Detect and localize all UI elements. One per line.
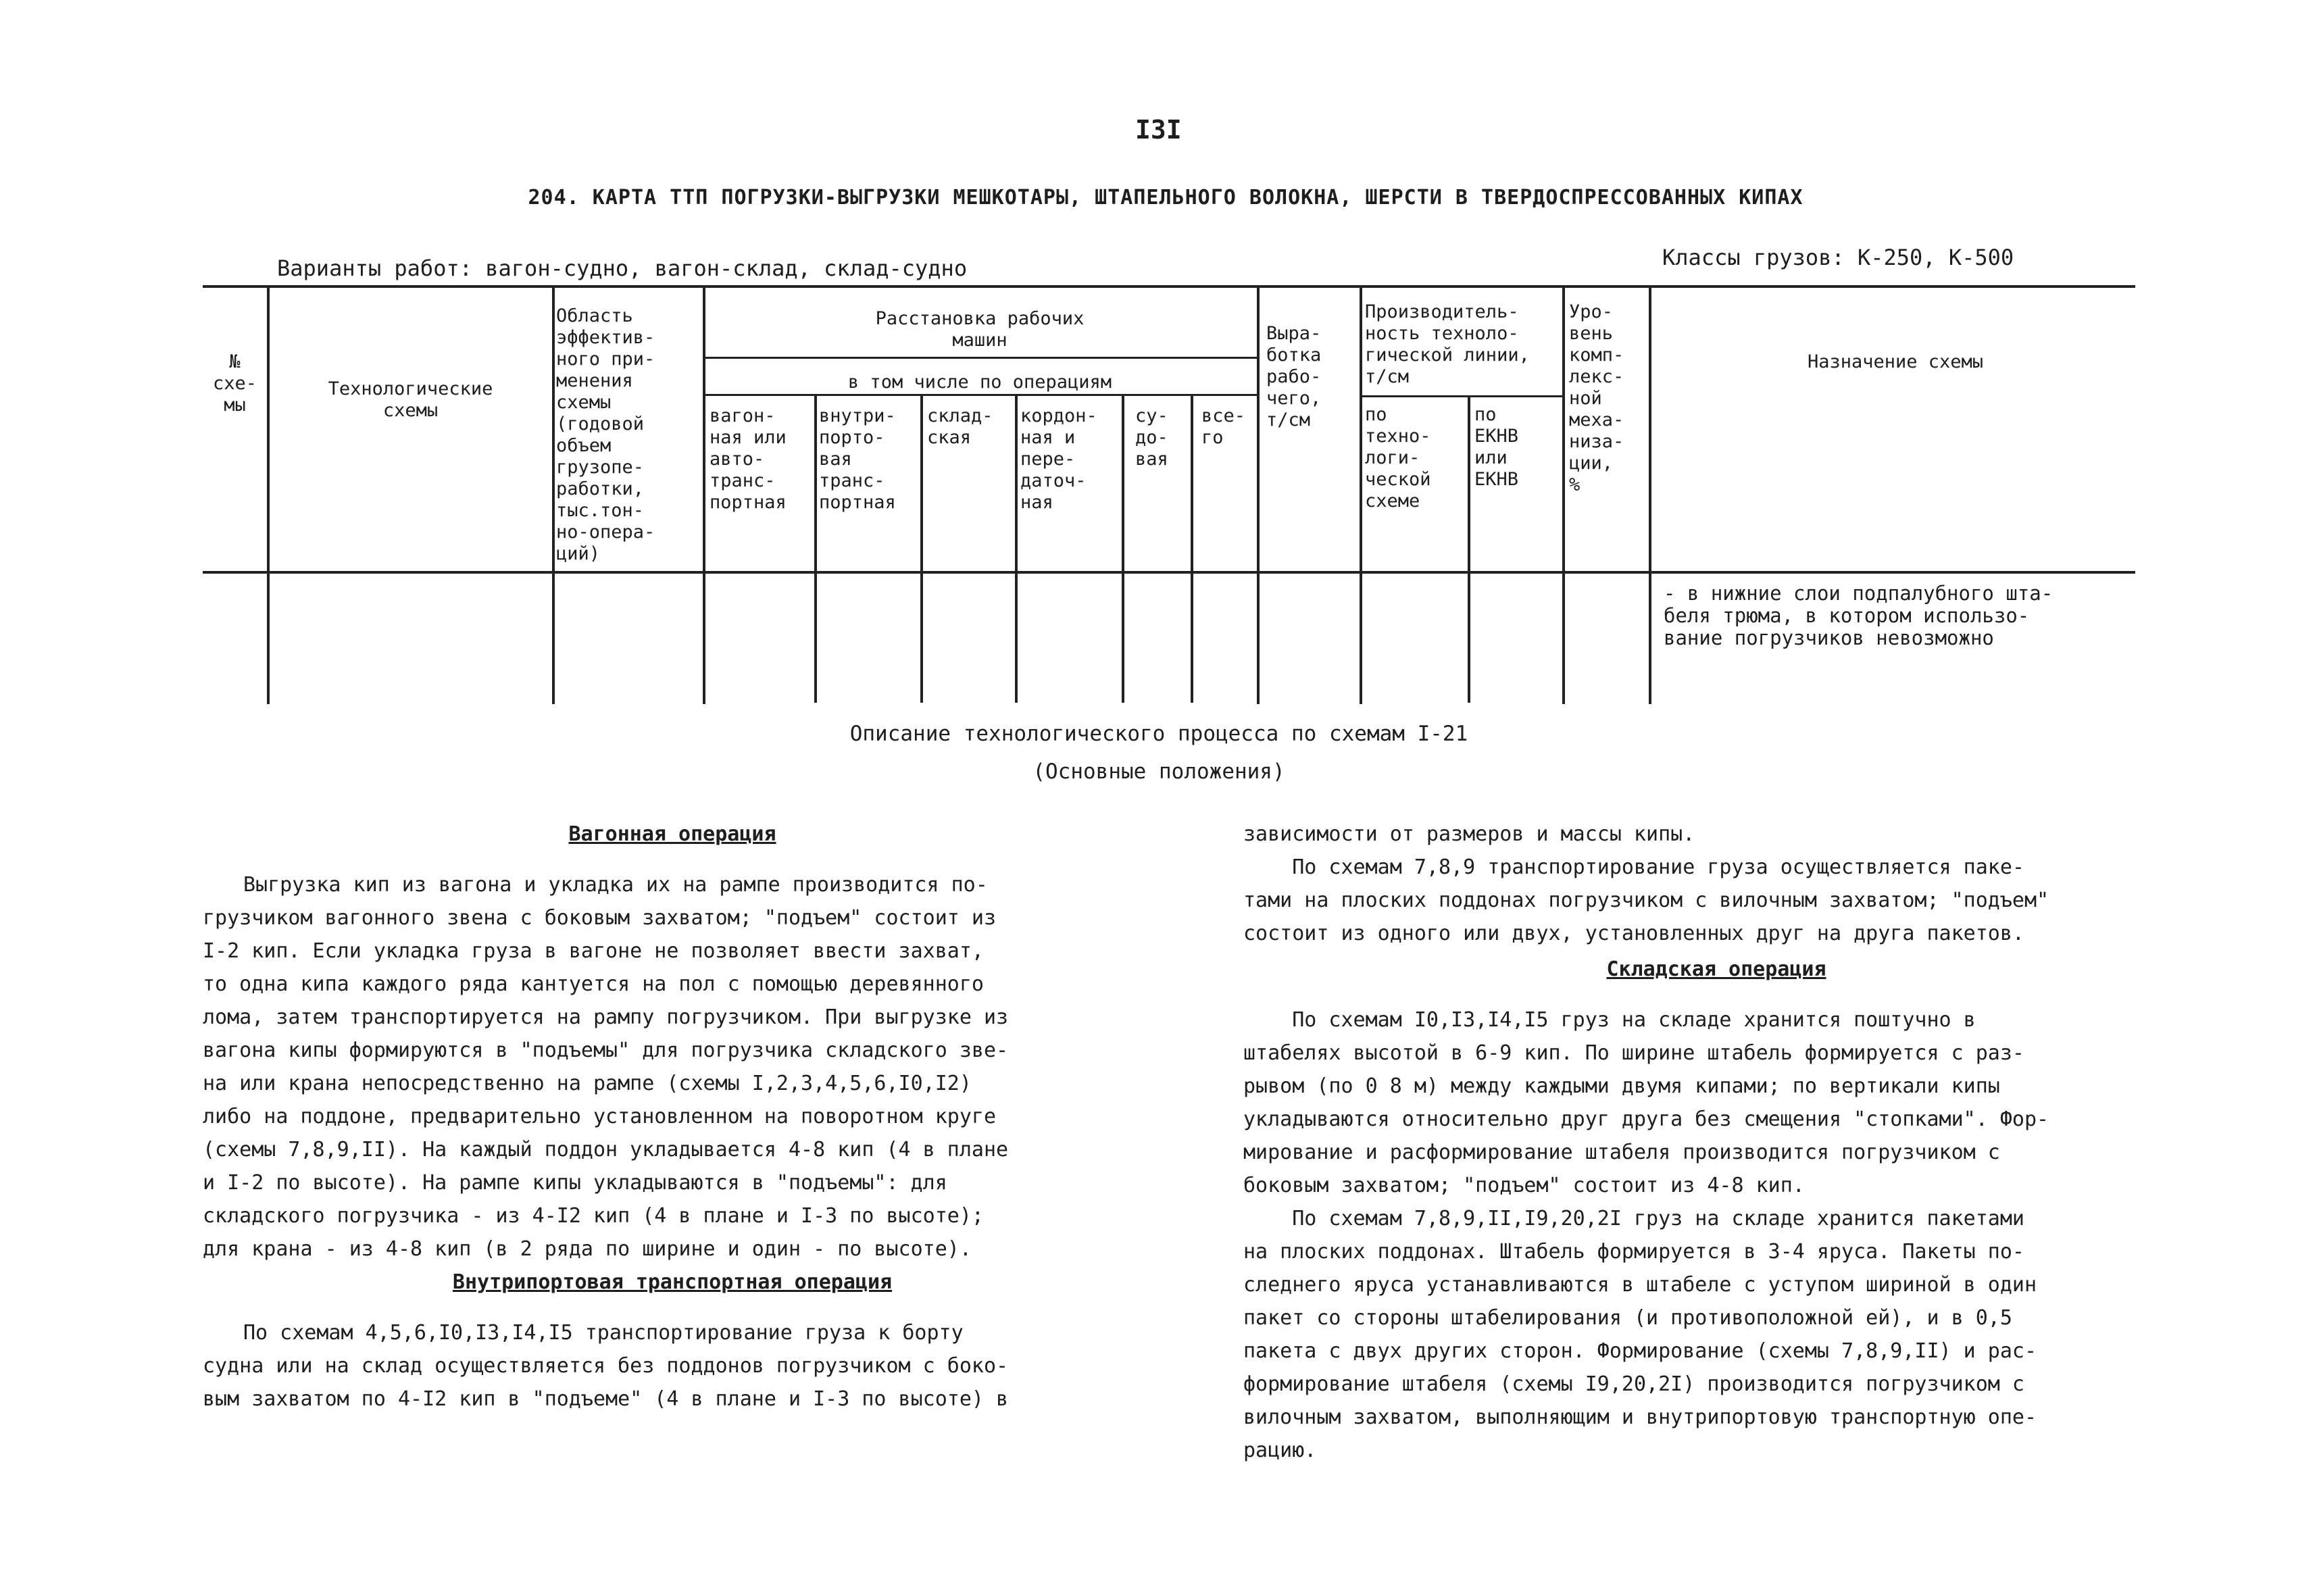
- wagon-paragraph: [203, 868, 1142, 1266]
- text-line: на плоских поддонах. Штабель формируется в 3-4 яруса. Пакеты по-: [1243, 1240, 2024, 1264]
- text-line: пакет со стороны штабелирования (и противоположной ей), и в 0,5: [1243, 1306, 2012, 1330]
- col-productivity: Производитель- ность техноло- гической линии, т/см: [1365, 301, 1530, 387]
- table-divider: [1360, 286, 1362, 704]
- description-title: Описание технологического процесса по схемам I-21: [849, 722, 1468, 746]
- text-line: лома, затем транспортируется на рампу погрузчиком. При выгрузке из: [203, 1005, 1009, 1029]
- col-ship: су- до- вая: [1135, 405, 1168, 470]
- text-line: укладываются относительно друг друга без смещения "стопками". Фор-: [1243, 1107, 2049, 1131]
- text-line: вым захватом по 4-I2 кип в "подъеме" (4 в плане и I-3 по высоте) в: [203, 1387, 1009, 1411]
- section-heading-warehouse: Складская операция: [1606, 957, 1826, 981]
- col-by-scheme: по техно- логи- ческой схеме: [1365, 404, 1431, 512]
- page-title: 204. КАРТА ТТП ПОГРУЗКИ-ВЫГРУЗКИ МЕШКОТАРЫ, ШТАПЕЛЬНОГО ВОЛОКНА, ШЕРСТИ В ТВЕРДОСПРЕССОВАННЫХ КИПАХ: [528, 186, 1803, 209]
- productivity-rule: [1360, 395, 1562, 397]
- table-divider: [1562, 286, 1565, 704]
- table-divider: [552, 286, 555, 704]
- text-line: на или крана непосредственно на рампе (схемы I,2,3,4,5,6,I0,I2): [203, 1072, 972, 1095]
- text-line: рывом (по 0 8 м) между каждыми двумя кипами; по вертикали кипы: [1243, 1074, 2000, 1098]
- text-line: штабелях высотой в 6-9 кип. По ширине штабель формируется с раз-: [1243, 1041, 2024, 1065]
- col-cordon: кордон- ная и пере- даточ- ная: [1020, 405, 1097, 513]
- text-line: (схемы 7,8,9,II). На каждый поддон укладывается 4-8 кип (4 в плане: [203, 1138, 1009, 1162]
- text-line: то одна кипа каждого ряда кантуется на пол с помощью деревянного: [203, 972, 984, 996]
- ops-rule: [703, 394, 1257, 396]
- text-line: формирование штабеля (схемы I9,20,2I) производится погрузчиком с: [1243, 1372, 2024, 1396]
- description-heading: [676, 715, 1642, 791]
- text-line: либо на поддоне, предварительно установленном на поворотном круге: [203, 1105, 996, 1128]
- text-line: грузчиком вагонного звена с боковым захватом; "подъем" состоит из: [203, 906, 996, 930]
- page-number: I3I: [1135, 115, 1182, 145]
- col-placement: Расстановка рабочих машин: [875, 308, 1085, 351]
- text-line: и I-2 по высоте). На рампе кипы укладываются в "подъемы": для: [203, 1171, 947, 1195]
- table-divider: [1015, 395, 1018, 703]
- col-wagon: вагон- ная или авто- транс- портная: [710, 405, 787, 513]
- table-divider: [1257, 286, 1260, 704]
- text-line: вагона кипы формируются в "подъемы" для погрузчика складского зве-: [203, 1039, 1009, 1062]
- transport-paragraph: [1243, 818, 2189, 950]
- row-purpose-text: - в нижние слои подпалубного шта- беля трюма, в котором использо- вание погрузчиков невозможно: [1664, 582, 2053, 649]
- col-warehouse: склад- ская: [927, 405, 993, 448]
- col-area: Область эффектив- ного при- менения схемы (годовой объем грузопе- работки, тыс.тон- но-опера- ций): [556, 305, 655, 564]
- col-output: Выра- ботка рабо- чего, т/см: [1266, 323, 1322, 430]
- table-divider: [703, 286, 705, 704]
- table-divider: [1468, 397, 1470, 703]
- text-line: для крана - из 4-8 кип (в 2 ряда по ширине и один - по высоте).: [203, 1237, 972, 1261]
- text-line: рацию.: [1243, 1439, 1317, 1462]
- col-by-eknv: по ЕКНВ или ЕКНВ: [1474, 404, 1519, 490]
- text-line: складского погрузчика - из 4-I2 кип (4 в плане и I-3 по высоте);: [203, 1204, 984, 1228]
- placement-rule: [703, 357, 1257, 359]
- col-purpose: Назначение схемы: [1807, 351, 1984, 372]
- section-heading-inport: Внутрипортовая транспортная операция: [452, 1270, 893, 1294]
- description-subtitle: (Основные положения): [1032, 759, 1285, 784]
- warehouse-paragraph: [1243, 1003, 2189, 1467]
- table-top-rule: [203, 285, 2135, 288]
- col-tech-schemes: Технологические схемы: [328, 378, 493, 421]
- text-line: По схемам 4,5,6,I0,I3,I4,I5 транспортирование груза к борту: [243, 1321, 964, 1345]
- table-header-rule: [203, 571, 2135, 574]
- text-line: вилочным захватом, выполняющим и внутрипортовую транспортную опе-: [1243, 1405, 2037, 1429]
- col-mech-level: Уро- вень комп- лекс- ной меха- низа- ции, %: [1569, 301, 1624, 495]
- text-line: I-2 кип. Если укладка груза в вагоне не позволяет ввести захват,: [203, 939, 984, 963]
- table-divider: [920, 395, 923, 703]
- text-line: следнего яруса устанавливаются в штабеле с уступом шириной в один: [1243, 1273, 2037, 1297]
- text-line: состоит из одного или двух, установленных друг на друга пакетов.: [1243, 922, 2024, 945]
- text-line: мирование и расформирование штабеля производится погрузчиком с: [1243, 1141, 2000, 1164]
- work-variants: Варианты работ: вагон-судно, вагон-склад, склад-судно: [277, 255, 968, 281]
- col-scheme-no: № схе- мы: [212, 351, 257, 416]
- text-line: По схемам 7,8,9 транспортирование груза осуществляется паке-: [1243, 855, 2024, 879]
- text-line: боковым захватом; "подъем" состоит из 4-8 кип.: [1243, 1174, 1805, 1197]
- table-divider: [1649, 286, 1651, 704]
- text-line: Выгрузка кип из вагона и укладка их на рампе производится по-: [243, 873, 988, 897]
- inport-paragraph: [203, 1316, 1142, 1416]
- col-total: все- го: [1201, 405, 1246, 448]
- table-divider: [1122, 395, 1124, 703]
- text-line: По схемам I0,I3,I4,I5 груз на складе хранится поштучно в: [1243, 1008, 1976, 1032]
- table-divider: [1191, 395, 1193, 703]
- table-divider: [814, 395, 817, 703]
- text-line: пакета с двух других сторон. Формирование (схемы 7,8,9,II) и рас-: [1243, 1339, 2037, 1363]
- text-line: зависимости от размеров и массы кипы.: [1243, 822, 1695, 846]
- section-heading-wagon: Вагонная операция: [568, 822, 776, 846]
- col-inport: внутри- порто- вая транс- портная: [819, 405, 896, 513]
- cargo-classes: Классы грузов: К-250, К-500: [1662, 245, 2014, 270]
- text-line: судна или на склад осуществляется без поддонов погрузчиком с боко-: [203, 1354, 1009, 1378]
- table-divider: [267, 286, 270, 704]
- left-column: [203, 818, 1142, 1416]
- text-line: По схемам 7,8,9,II,I9,20,2I груз на складе хранится пакетами: [1243, 1207, 2024, 1230]
- col-incl-ops: в том числе по операциям: [847, 372, 1112, 393]
- right-column: [1243, 818, 2189, 1467]
- text-line: тами на плоских поддонах погрузчиком с вилочным захватом; "подъем": [1243, 889, 2049, 912]
